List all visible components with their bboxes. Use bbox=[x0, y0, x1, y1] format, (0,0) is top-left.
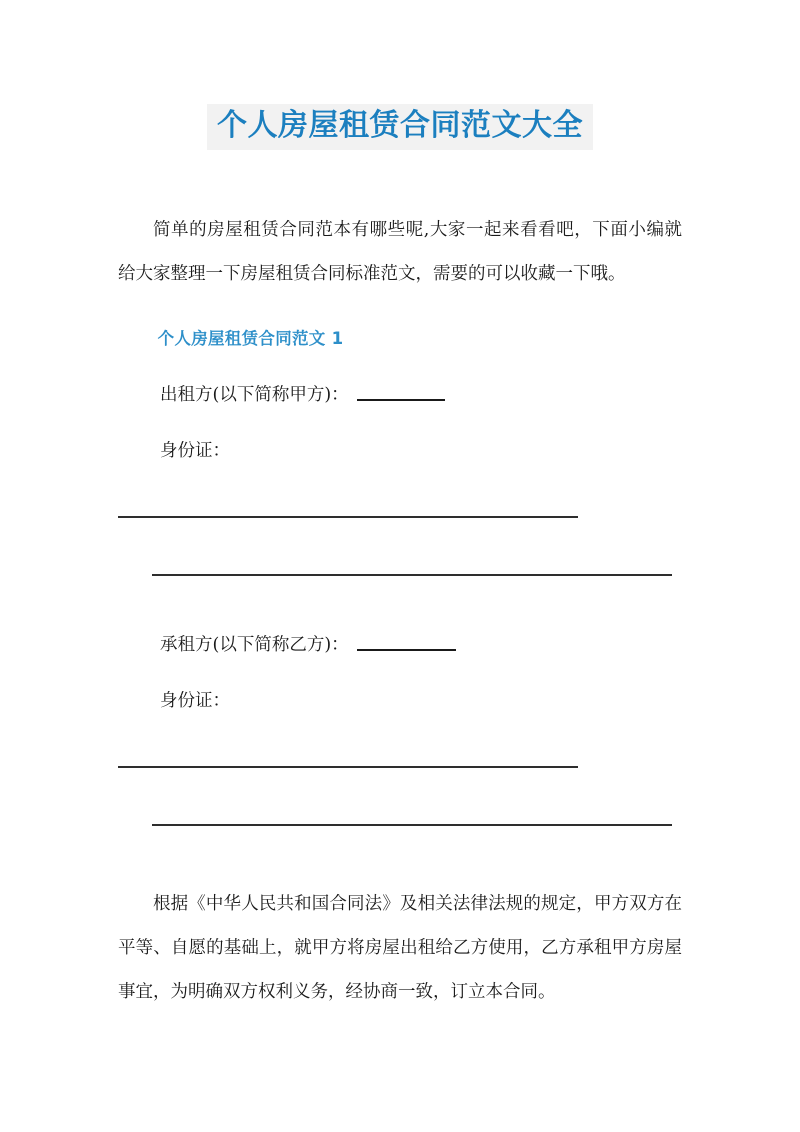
lessee-blank-input[interactable] bbox=[357, 649, 456, 651]
lessee-id-label: 身份证： bbox=[160, 691, 230, 711]
lessee-field-row bbox=[118, 628, 682, 662]
document-body bbox=[118, 208, 682, 1014]
closing-paragraph: 根据《中华人民共和国合同法》及相关法律法规的规定，甲方双方在平等、自愿的基础上，就甲方将房屋出租给乙方使用，乙方承租甲方房屋事宜，为明确双方权利义务，经协商一致，订立本合同。 bbox=[118, 894, 682, 1002]
lessor-blank-input[interactable] bbox=[357, 399, 445, 401]
lessee-id-field-row bbox=[118, 684, 682, 718]
spacer-before-closing bbox=[118, 826, 682, 882]
page-title-text: 个人房屋租赁合同范文大全 bbox=[207, 104, 593, 150]
spacer-between-lessor-rules bbox=[118, 518, 682, 574]
lessor-label: 出租方(以下简称甲方)： bbox=[160, 385, 349, 405]
lessor-field-row bbox=[118, 378, 682, 412]
intro-paragraph: 简单的房屋租赁合同范本有哪些呢,大家一起来看看吧，下面小编就给大家整理一下房屋租赁合同标准范文，需要的可以收藏一下哦。 bbox=[118, 220, 682, 284]
spacer-before-lessee-rule-1 bbox=[118, 718, 682, 766]
section-heading-contract-sample-1: 个人房屋租赁合同范文 1 bbox=[157, 329, 344, 348]
spacer-between-lessee-rules bbox=[118, 768, 682, 824]
spacer-before-lessor-rule-1 bbox=[118, 468, 682, 516]
page-title bbox=[0, 104, 800, 150]
spacer-before-lessee bbox=[118, 576, 682, 628]
lessor-id-field-row bbox=[118, 434, 682, 468]
lessor-id-label: 身份证： bbox=[160, 441, 230, 461]
lessee-label: 承租方(以下简称乙方)： bbox=[160, 635, 349, 655]
